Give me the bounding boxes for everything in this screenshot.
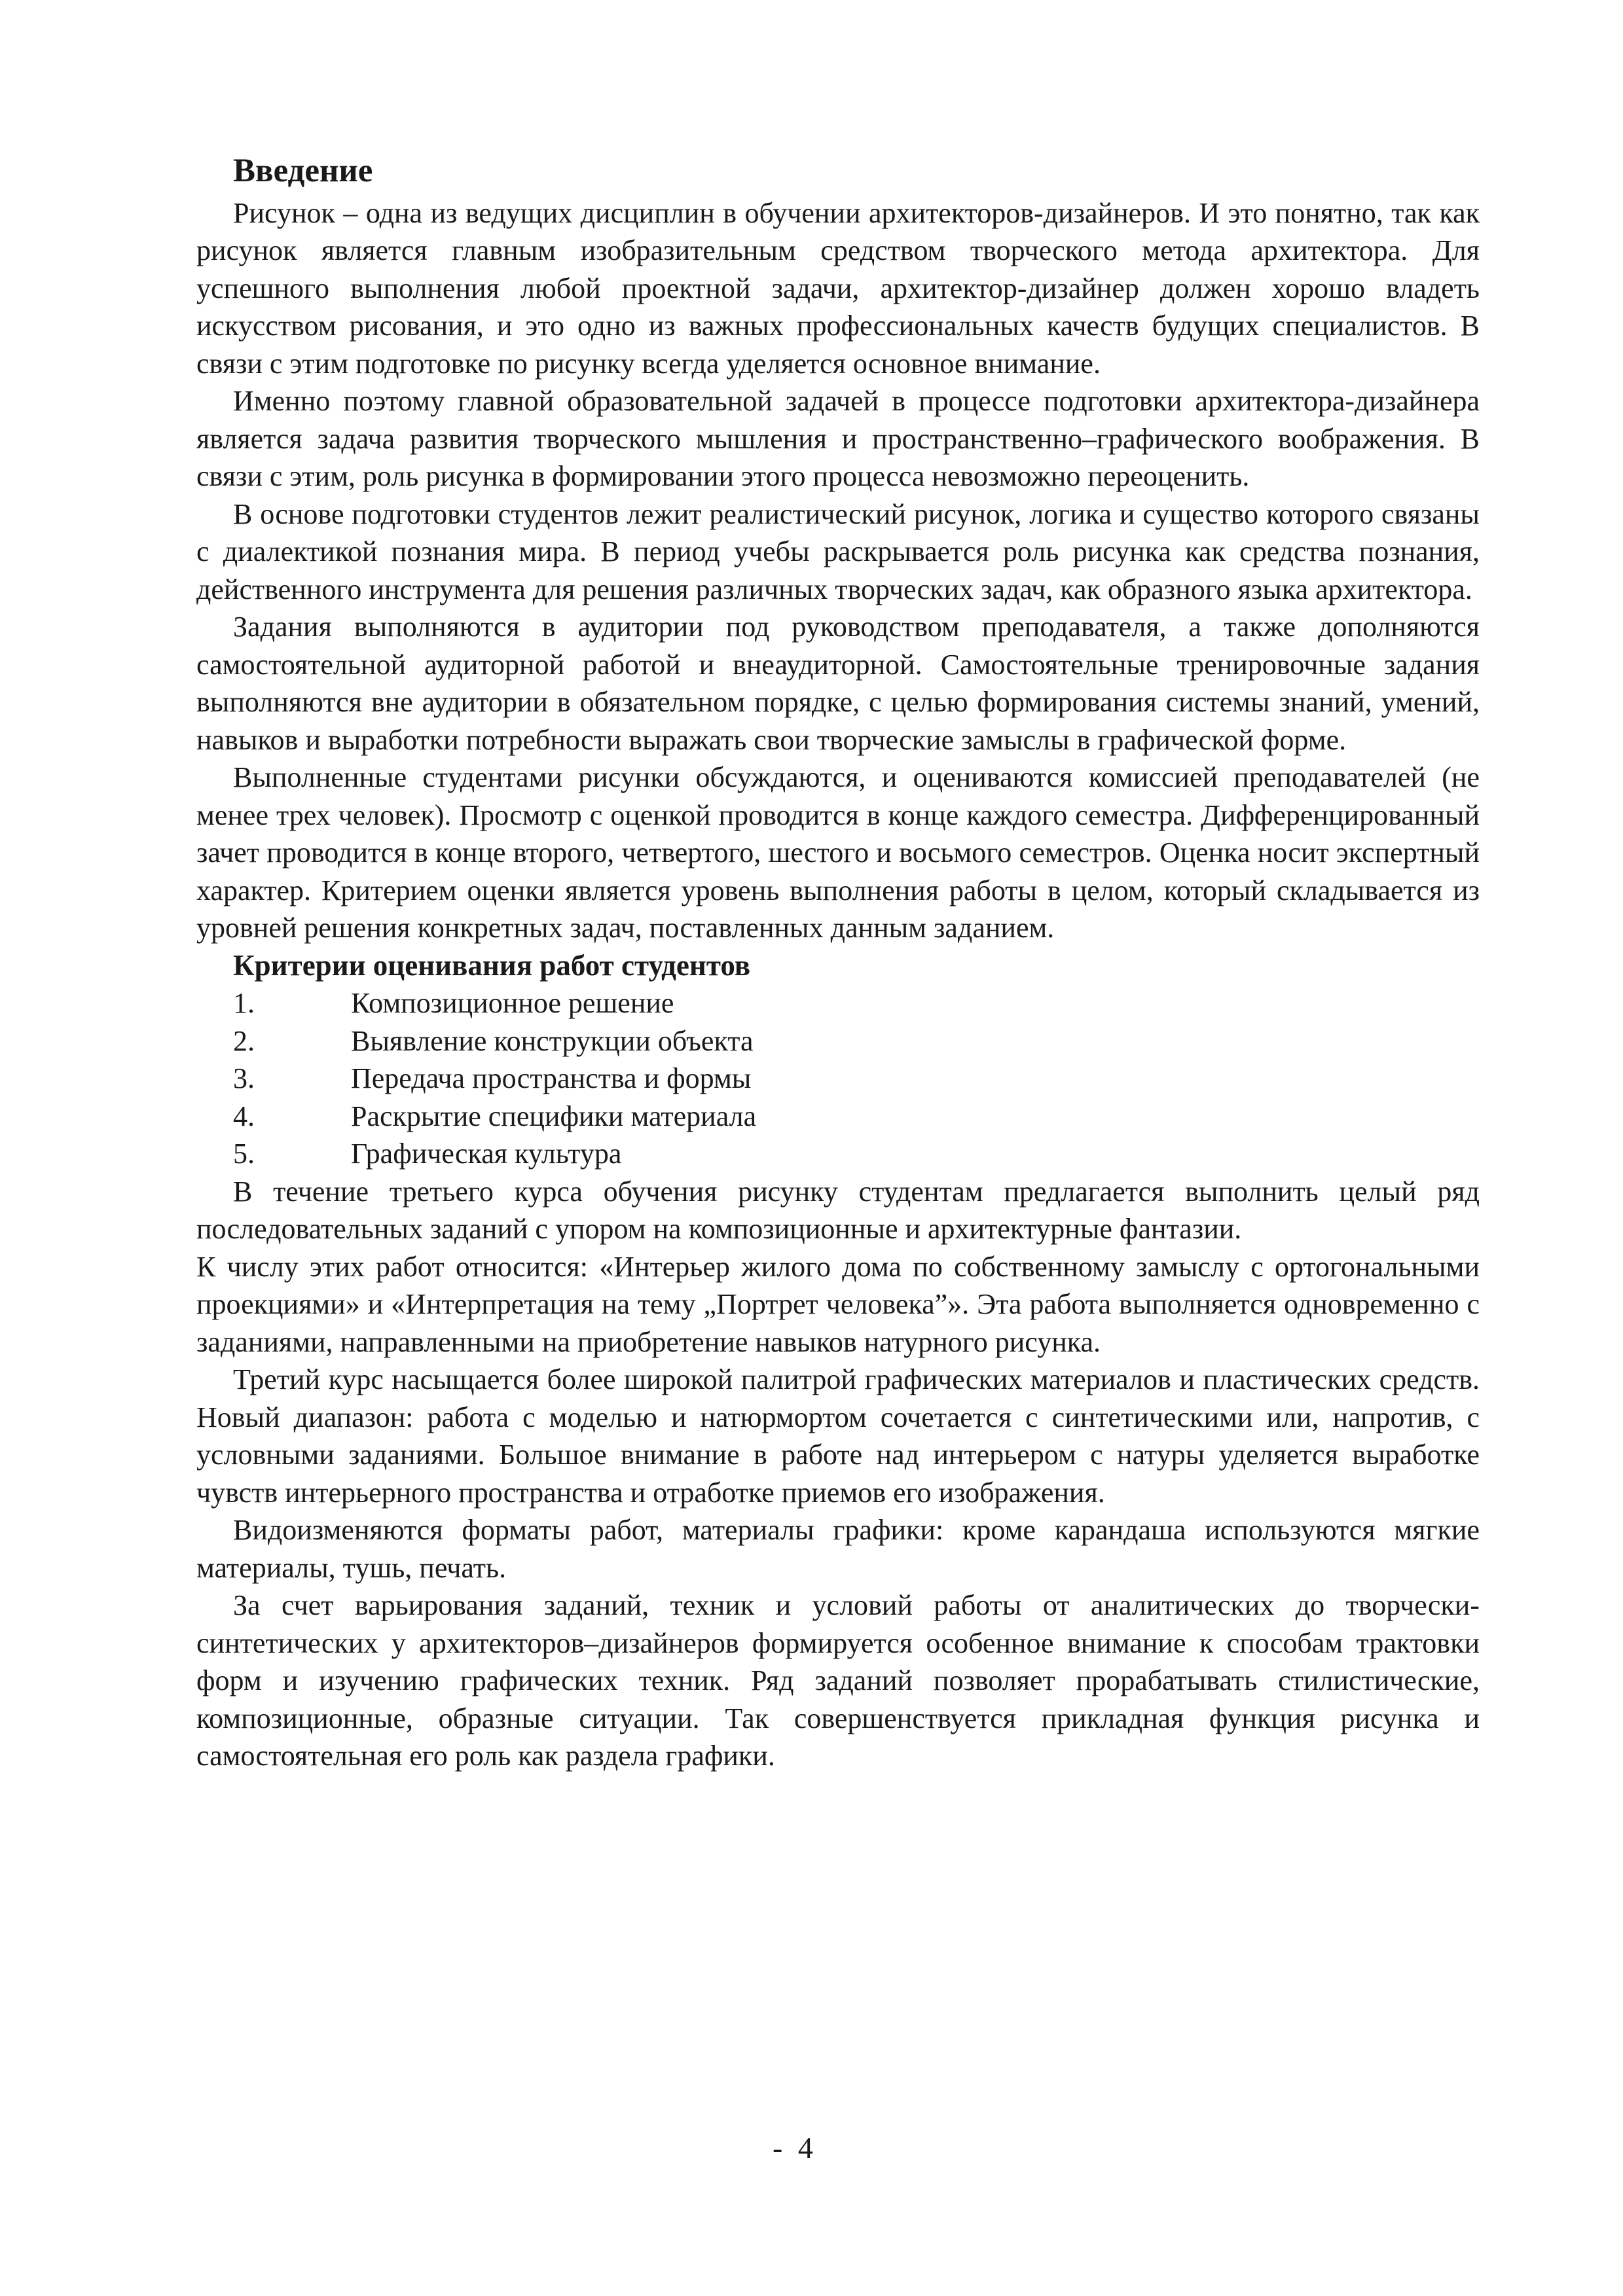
criteria-item-text: Выявление конструкции объекта (351, 1024, 754, 1057)
paragraph-goal: Именно поэтому главной образовательной задачей в процессе подготовки архитектора-дизайнера является задача развития творческого мышления и пространственно–графического воображения. В связи с этим, роль рисунка в формировании этого процесса невозможно переоценить. (196, 385, 1480, 493)
criteria-item (196, 1098, 1480, 1136)
paragraph-intro: Рисунок – одна из ведущих дисциплин в обучении архитекторов-дизайнеров. И это понятно, так как рисунок является главным изобразительным средством творческого метода архитектора. Для успешного выполнения любой проектной задачи, архитектор-дизайнер должен хорошо владеть искусством рисования, и это одно из важных профессиональных качеств будущих специалистов. В связи с этим подготовке по рисунку всегда уделяется основное внимание. (196, 196, 1480, 380)
page-number: - 4 (773, 2131, 817, 2164)
paragraph-works: К числу этих работ относится: «Интерьер жилого дома по собственному замыслу с ортогональными проекциями» и «Интерпретация на тему „Портрет человека”». Эта работа выполняется одновременно с заданиями, направленными на приобретение навыков натурного рисунка. (196, 1250, 1480, 1358)
paragraph-tasks: Задания выполняются в аудитории под руководством преподавателя, а также дополняются самостоятельной аудиторной работой и внеаудиторной. Самостоятельные тренировочные задания выполняются вне аудитории в обязательном порядке, с целью формирования системы знаний, умений, навыков и выработки потребности выражать свои творческие замыслы в графической форме. (196, 611, 1480, 756)
criteria-list (196, 984, 1480, 1173)
paragraph-materials: Третий курс насыщается более широкой палитрой графических материалов и пластических средств. Новый диапазон: работа с моделью и натюрмортом сочетается с синтетическими или, напротив, с условными заданиями. Большое внимание в работе над интерьером с натуры уделяется выработке чувств интерьерного пространства и отработке приемов его изображения. (196, 1363, 1480, 1509)
criteria-item (196, 1022, 1480, 1060)
criteria-item (196, 1135, 1480, 1173)
criteria-item-text: Передача пространства и формы (351, 1062, 752, 1095)
paragraph-assessment: Выполненные студентами рисунки обсуждаются, и оцениваются комиссией преподавателей (не менее трех человек). Просмотр с оценкой проводится в конце каждого семестра. Дифференцированный зачет проводится в конце второго, четвертого, шестого и восьмого семестров. Оценка носит экспертный характер. Критерием оценки является уровень выполнения работы в целом, который складывается из уровней решения конкретных задач, поставленных данным заданием. (196, 761, 1480, 944)
criteria-item-number: 3. (233, 1062, 255, 1095)
criteria-item (196, 984, 1480, 1022)
paragraph-third-year: В течение третьего курса обучения рисунку студентам предлагается выполнить целый ряд последовательных заданий с упором на композиционные и архитектурные фантазии. (196, 1175, 1480, 1246)
criteria-item-text: Графическая культура (351, 1138, 622, 1170)
criteria-item-number: 2. (233, 1024, 255, 1057)
criteria-item-number: 1. (233, 987, 255, 1020)
criteria-item-number: 4. (233, 1100, 255, 1132)
page-content (196, 152, 1480, 1775)
criteria-item (196, 1060, 1480, 1098)
paragraph-formats: Видоизменяются форматы работ, материалы графики: кроме карандаша используются мягкие материалы, тушь, печать. (196, 1514, 1480, 1584)
paragraph-variation: За счет варьирования заданий, техник и условий работы от аналитических до творчески-синтетических у архитекторов–дизайнеров формируется особенное внимание к способам трактовки форм и изучению графических техник. Ряд заданий позволяет прорабатывать стилистические, композиционные, образные ситуации. Так совершенствуется прикладная функция рисунка и самостоятельная его роль как раздела графики. (196, 1589, 1480, 1772)
criteria-item-number: 5. (233, 1138, 255, 1170)
criteria-item-text: Раскрытие специфики материала (351, 1100, 757, 1132)
paragraph-basis: В основе подготовки студентов лежит реалистический рисунок, логика и существо которого связаны с диалектикой познания мира. В период учебы раскрывается роль рисунка как средства познания, действенного инструмента для решения различных творческих задач, как образного языка архитектора. (196, 497, 1480, 605)
criteria-item-text: Композиционное решение (351, 987, 674, 1020)
section-heading: Введение (233, 152, 373, 189)
criteria-heading: Критерии оценивания работ студентов (233, 948, 751, 982)
